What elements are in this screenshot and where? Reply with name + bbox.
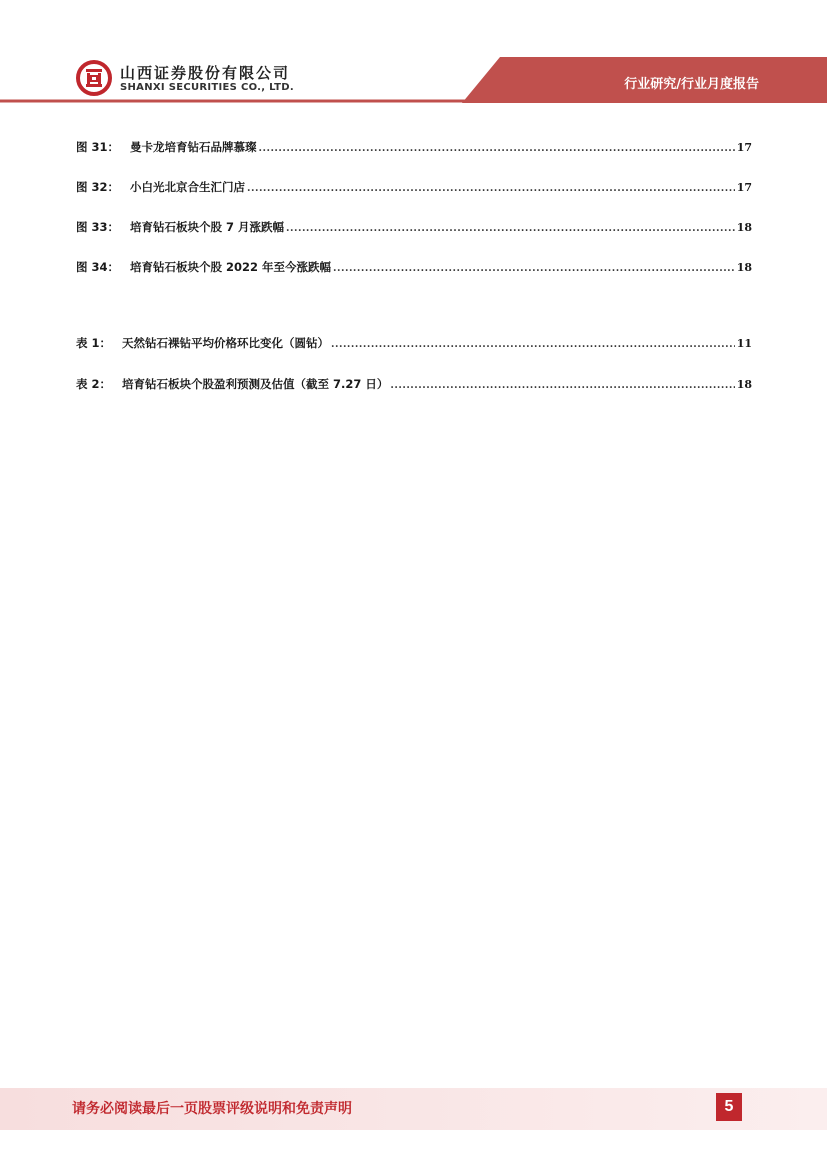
toc-title: 天然钻石裸钻平均价格环比变化（圆钻） (122, 336, 329, 350)
toc-number: 图 31： (76, 140, 120, 154)
toc-page-number: 11 (736, 337, 752, 350)
toc-entry-figure-31[interactable] (76, 139, 752, 157)
company-name-en: SHANXI SECURITIES CO., LTD. (120, 82, 294, 93)
toc-title: 曼卡龙培育钻石品牌慕璨 (130, 140, 257, 154)
toc-leader-dots (247, 183, 735, 194)
toc-number: 表 1： (76, 336, 112, 350)
toc-leader-dots (331, 339, 735, 350)
toc-title: 小白光北京合生汇门店 (130, 180, 245, 194)
toc-entry-figure-32[interactable] (76, 179, 752, 197)
toc-title: 培育钻石板块个股盈利预测及估值（截至 7.27 日） (122, 377, 389, 391)
page-number-badge: 5 (716, 1093, 742, 1121)
toc-entry-figure-34[interactable] (76, 259, 752, 277)
page-header (0, 0, 827, 110)
toc-number: 表 2： (76, 377, 112, 391)
company-name-cn: 山西证券股份有限公司 (120, 64, 291, 82)
toc-page-number: 18 (736, 378, 752, 391)
toc-page-number: 17 (736, 181, 752, 194)
toc-leader-dots (286, 223, 735, 234)
toc-page-number: 18 (736, 261, 752, 274)
toc-entry-table-1[interactable] (76, 335, 752, 353)
toc-title: 培育钻石板块个股 2022 年至今涨跌幅 (130, 260, 332, 274)
toc-number: 图 34： (76, 260, 120, 274)
toc-title: 培育钻石板块个股 7 月涨跌幅 (130, 220, 285, 234)
toc-leader-dots (390, 380, 734, 391)
toc-leader-dots (333, 263, 735, 274)
toc-leader-dots (259, 143, 735, 154)
toc-page-number: 17 (736, 141, 752, 154)
toc-page-number: 18 (736, 221, 752, 234)
report-type-label: 行业研究/行业月度报告 (624, 77, 759, 92)
footer-disclaimer: 请务必阅读最后一页股票评级说明和免责声明 (72, 1101, 352, 1117)
toc-number: 图 32： (76, 180, 120, 194)
toc-number: 图 33： (76, 220, 120, 234)
toc-entry-table-2[interactable] (76, 376, 752, 394)
toc-entry-figure-33[interactable] (76, 219, 752, 237)
